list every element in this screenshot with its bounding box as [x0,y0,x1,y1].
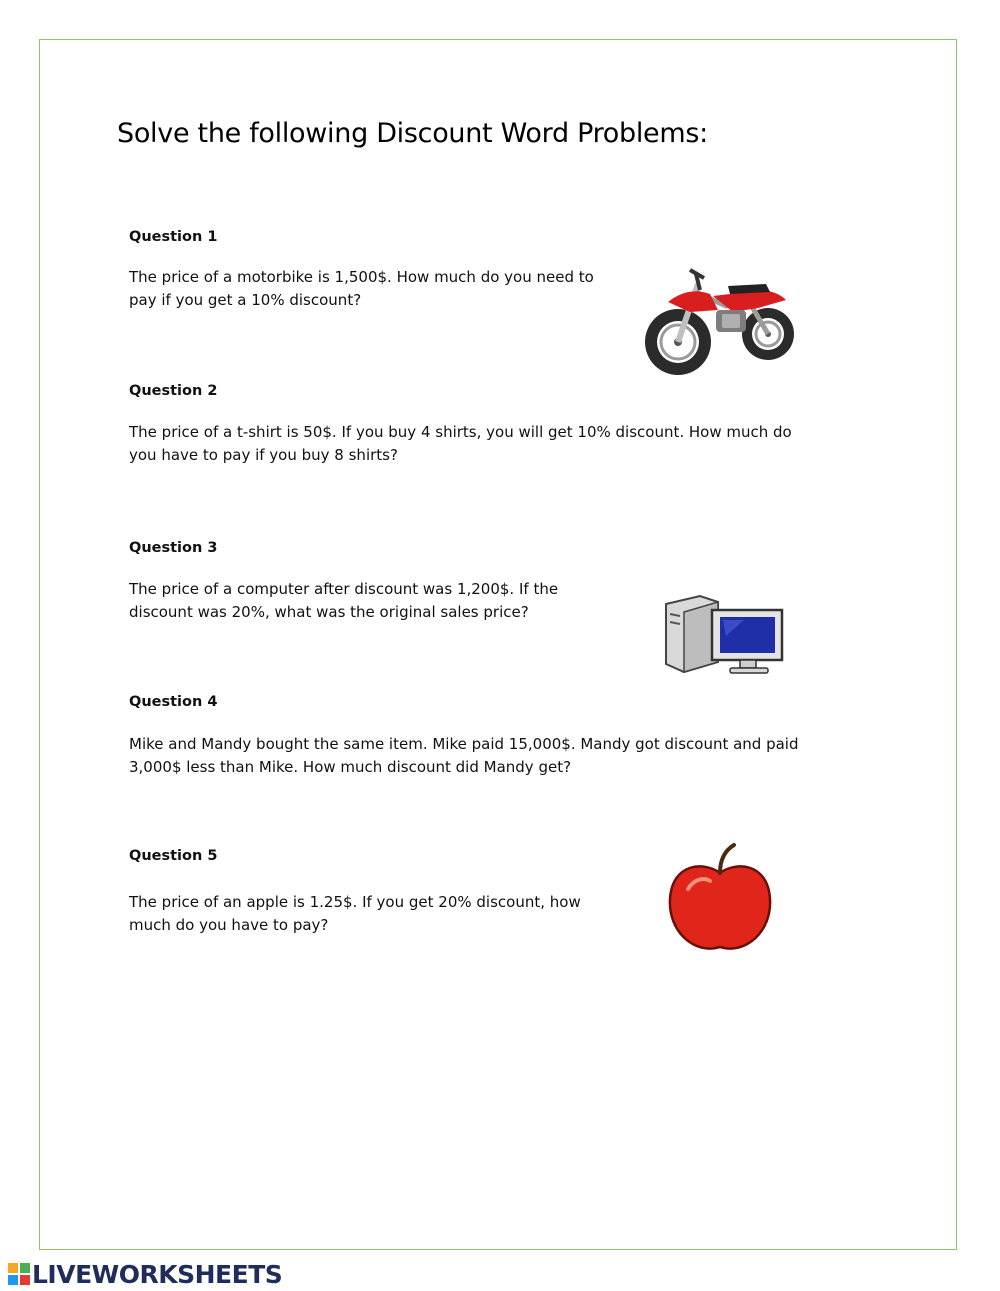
question-3-text [129,578,558,624]
question-1-line-2: pay if you get a 10% discount? [129,291,362,309]
apple-icon [664,843,776,955]
question-3-line-2: discount was 20%, what was the original sales price? [129,603,529,621]
question-1-text [129,266,594,312]
computer-icon [660,594,786,676]
motorbike-icon [638,262,798,380]
question-5-heading: Question 5 [129,848,218,864]
question-2-text [129,421,792,467]
question-3-heading: Question 3 [129,540,218,556]
question-5-line-1: The price of an apple is 1.25$. If you get 20% discount, how [129,893,581,911]
worksheet-frame [39,39,957,1250]
question-5-text [129,891,581,937]
question-4-text [129,733,799,779]
question-2-line-2: you have to pay if you buy 8 shirts? [129,446,398,464]
worksheet-title: Solve the following Discount Word Problems: [117,118,708,149]
question-4-line-1: Mike and Mandy bought the same item. Mike paid 15,000$. Mandy got discount and paid [129,735,799,753]
question-2-line-1: The price of a t-shirt is 50$. If you buy 4 shirts, you will get 10% discount. How much do [129,423,792,441]
liveworksheets-logo [8,1259,282,1289]
question-1-line-1: The price of a motorbike is 1,500$. How much do you need to [129,268,594,286]
question-3-line-1: The price of a computer after discount was 1,200$. If the [129,580,559,598]
liveworksheets-logo-icon [8,1263,30,1285]
question-4-line-2: 3,000$ less than Mike. How much discount did Mandy get? [129,758,572,776]
question-2-heading: Question 2 [129,383,218,399]
question-5-line-2: much do you have to pay? [129,916,329,934]
question-1-heading: Question 1 [129,229,218,245]
liveworksheets-logo-text: LIVEWORKSHEETS [32,1259,283,1289]
question-4-heading: Question 4 [129,694,218,710]
